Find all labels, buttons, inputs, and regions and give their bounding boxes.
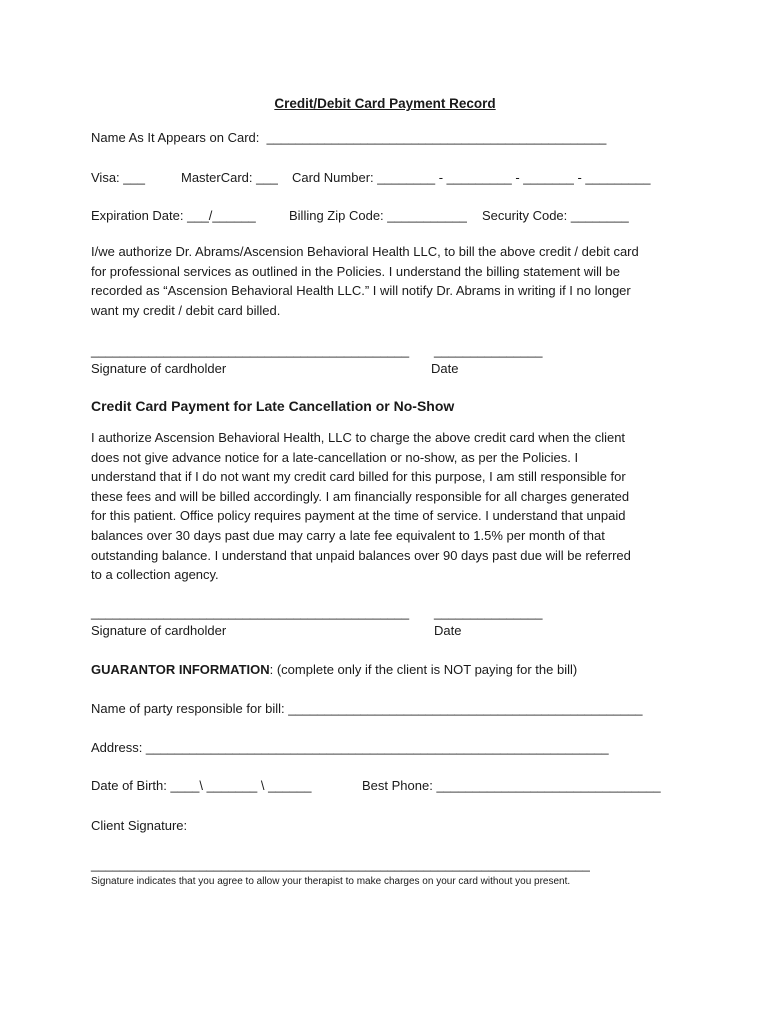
signature-date-line[interactable]: _______________	[434, 343, 543, 358]
address-field[interactable]: Address: ________________________________________________________________	[91, 740, 609, 755]
paragraph-line: for professional services as outlined in the Policies. I understand the billing statement will be	[91, 263, 620, 279]
paragraph-line: to a collection agency.	[91, 567, 219, 583]
cardholder-signature-label: Signature of cardholder	[91, 623, 227, 638]
guarantor-label: GUARANTOR INFORMATION	[91, 662, 270, 677]
paragraph-line: balances over 30 days past due may carry a late fee equivalent to 1.5% per month of that	[91, 527, 605, 543]
security-code-field[interactable]: Security Code: ________	[482, 208, 629, 223]
cardholder-signature-label: Signature of cardholder	[91, 361, 227, 376]
billing-zip-field[interactable]: Billing Zip Code: ___________	[289, 208, 467, 223]
date-label: Date	[431, 361, 459, 376]
paragraph-line: I authorize Ascension Behavioral Health, LLC to charge the above credit card when the client	[91, 430, 626, 445]
date-label: Date	[434, 623, 462, 638]
paragraph-line: does not give advance notice for a late-cancellation or no-show, as per the Policies. I	[91, 449, 579, 465]
form-title: Credit/Debit Card Payment Record	[274, 96, 496, 111]
paragraph-line: for this patient. Office policy requires payment at the time of service. I understand that unpaid	[91, 508, 626, 524]
guarantor-note: : (complete only if the client is NOT paying for the bill)	[269, 662, 578, 677]
paragraph-line: outstanding balance. I understand that unpaid balances over 90 days past due will be referred	[91, 547, 631, 563]
expiration-date-field[interactable]: Expiration Date: ___/______	[91, 208, 256, 223]
paragraph-line: recorded as “Ascension Behavioral Health LLC.” I will notify Dr. Abrams in writing if I no longer	[91, 283, 631, 299]
cardholder-signature-line[interactable]: ____________________________________________	[91, 343, 410, 358]
paragraph-line: want my credit / debit card billed.	[91, 302, 281, 318]
signature-date-line[interactable]: _______________	[434, 605, 543, 620]
date-of-birth-field[interactable]: Date of Birth: ____\ _______ \ ______	[91, 778, 312, 793]
visa-field[interactable]: Visa: ___	[91, 170, 145, 185]
late-cancellation-heading: Credit Card Payment for Late Cancellation or No-Show	[91, 398, 455, 414]
late-cancellation-paragraph	[91, 428, 681, 585]
cardholder-signature-line[interactable]: ____________________________________________	[91, 605, 410, 620]
card-number-field[interactable]: Card Number: ________ - _________ - _______ - _________	[292, 170, 651, 185]
guarantor-info-heading	[91, 662, 577, 678]
client-signature-line[interactable]: _____________________________________________________________________	[91, 857, 590, 872]
paragraph-line: these fees and will be billed accordingly. I am financially responsible for all charges generated	[91, 488, 630, 504]
client-signature-label: Client Signature:	[91, 818, 188, 833]
signature-footnote: Signature indicates that you agree to allow your therapist to make charges on your card without you present.	[91, 876, 571, 887]
paragraph-line: I/we authorize Dr. Abrams/Ascension Behavioral Health LLC, to bill the above credit / debit card	[91, 244, 639, 259]
paragraph-line: understand that if I do not want my credit card billed for this purpose, I am still responsible for	[91, 469, 626, 485]
mastercard-field[interactable]: MasterCard: ___	[181, 170, 278, 185]
best-phone-field[interactable]: Best Phone: _______________________________	[362, 778, 661, 793]
authorization-paragraph	[91, 242, 681, 320]
responsible-party-field[interactable]: Name of party responsible for bill: _________________________________________________	[91, 701, 643, 716]
card-name-field[interactable]: Name As It Appears on Card: _______________________________________________	[91, 130, 607, 145]
